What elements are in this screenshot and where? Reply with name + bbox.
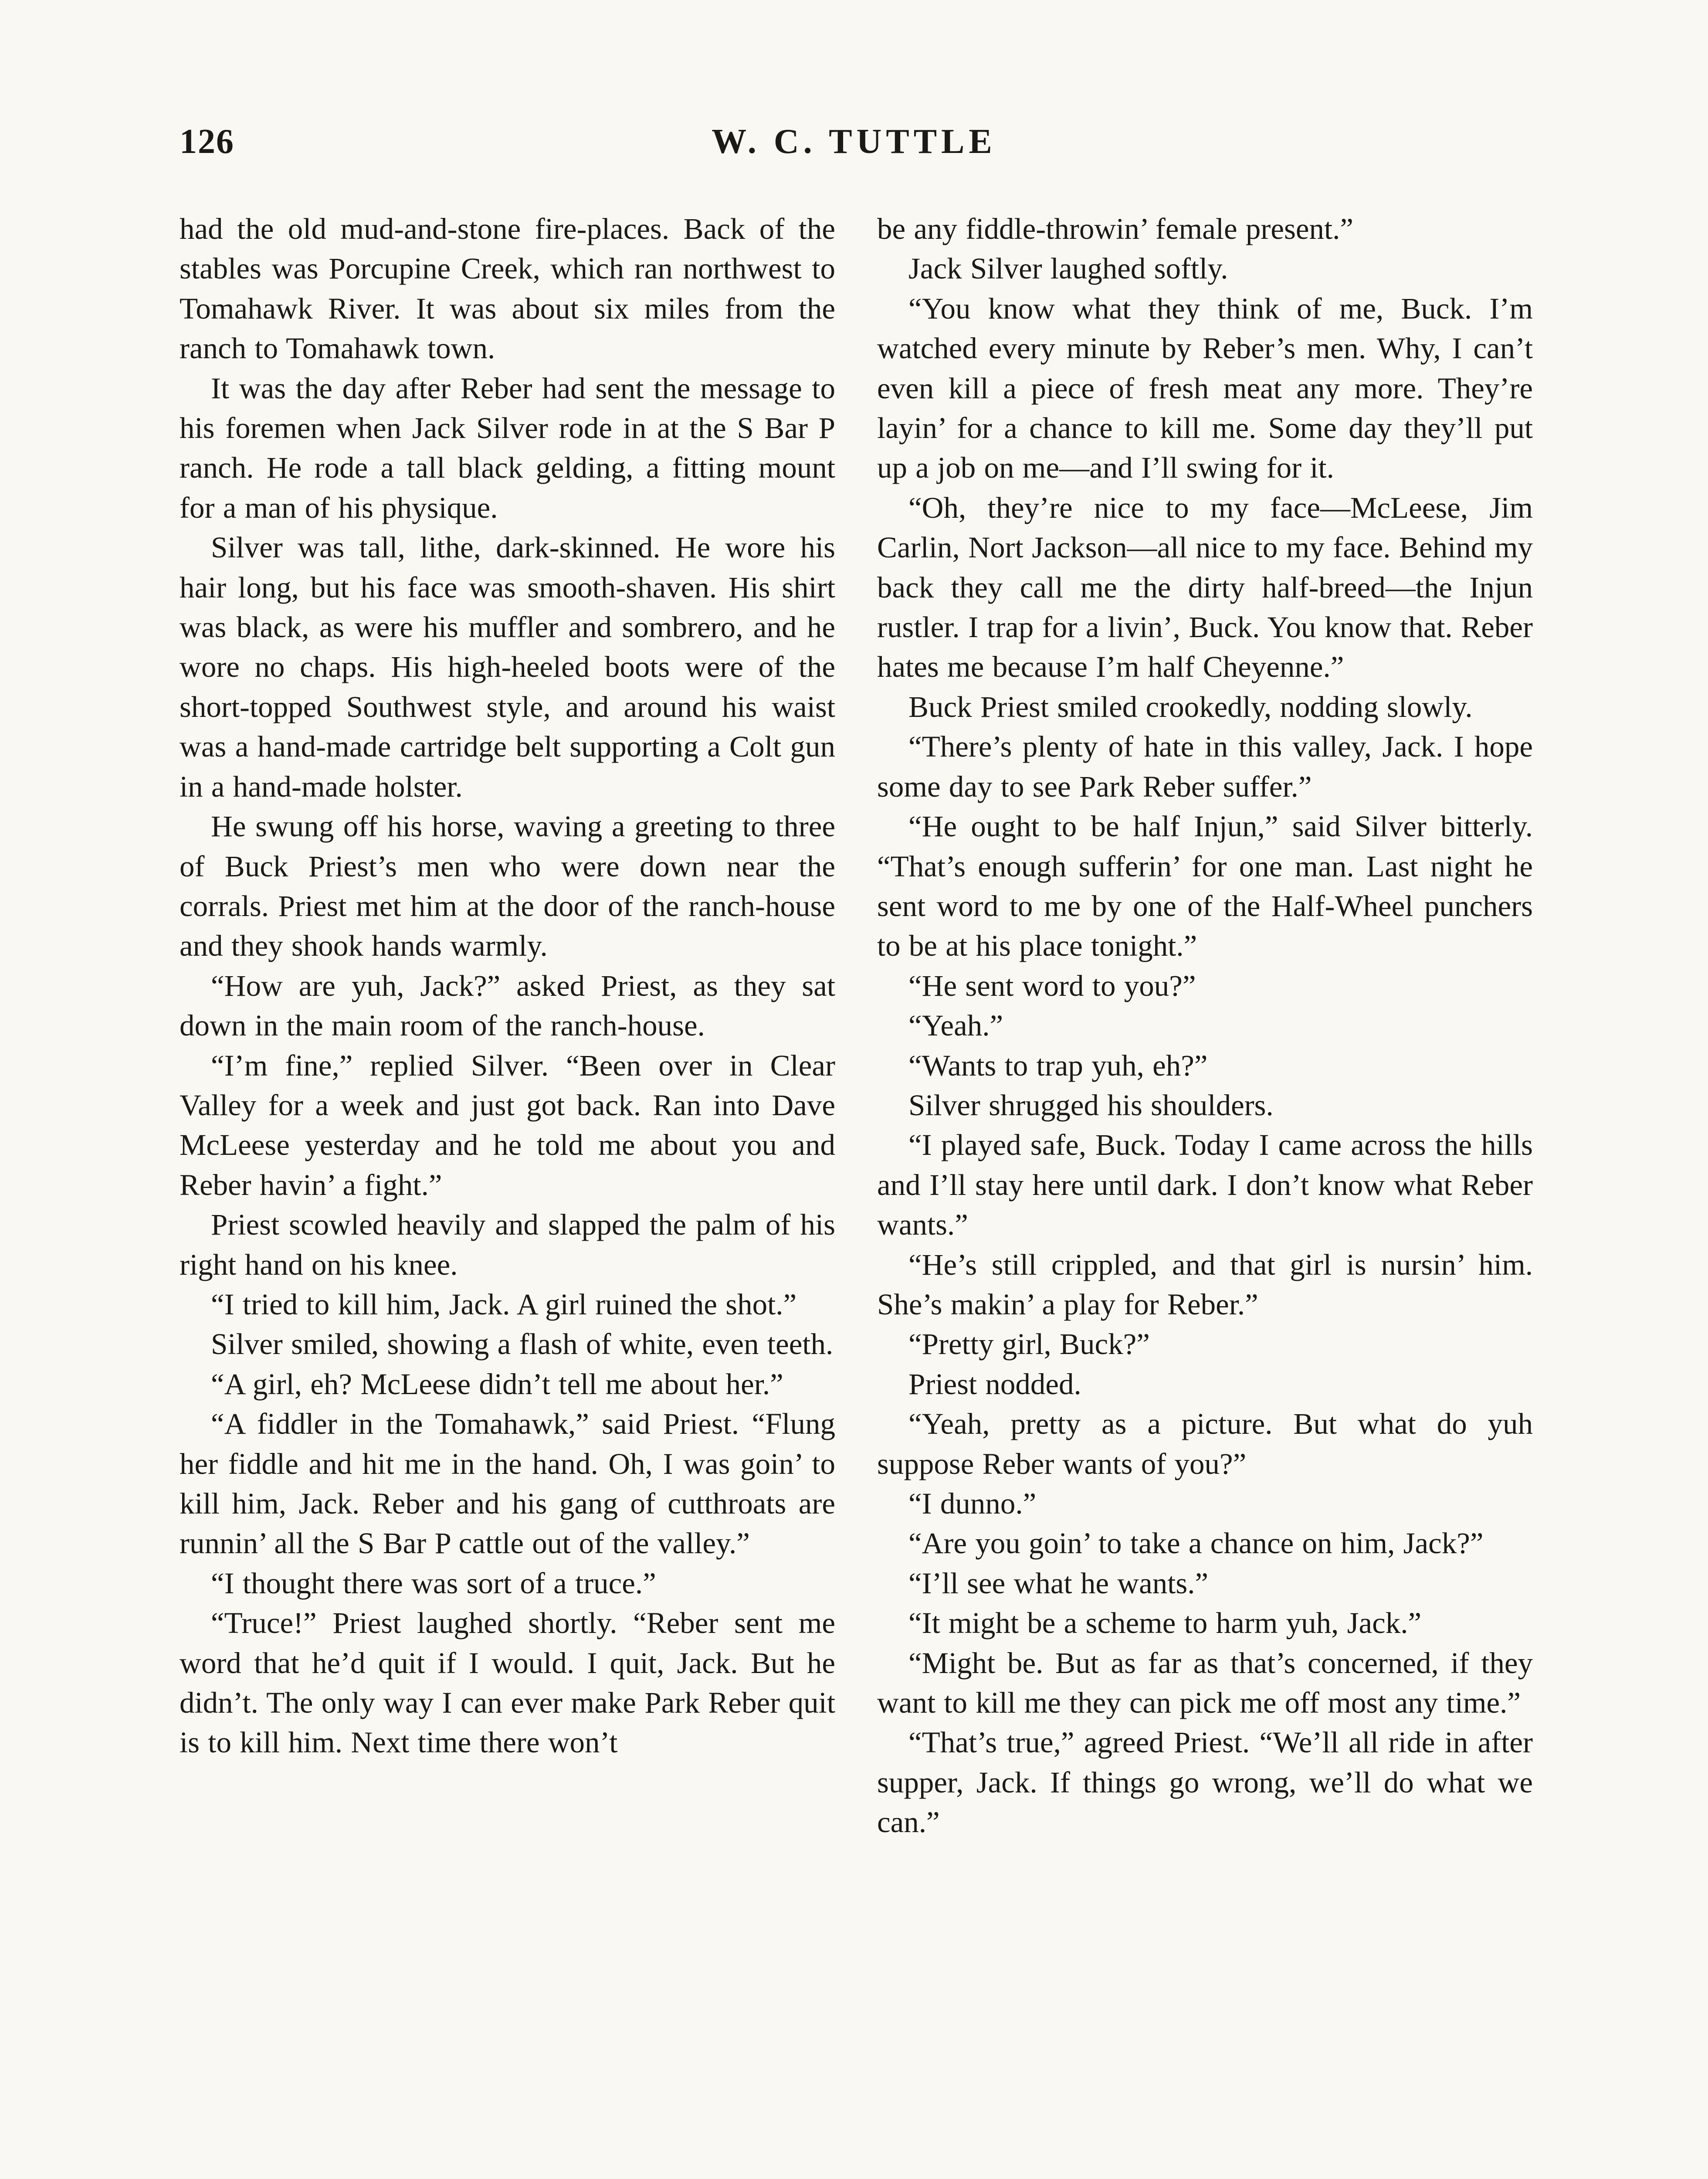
- paragraph: Buck Priest smiled crookedly, nodding slowly.: [908, 690, 1473, 723]
- paragraph: Silver smiled, showing a flash of white, even teeth.: [211, 1327, 834, 1361]
- paragraph: “I’ll see what he wants.”: [908, 1566, 1209, 1600]
- paragraph: “Oh, they’re nice to my face—McLeese, Jim Carlin, Nort Jackson—all nice to my face. Behind my back they call me the dirty half-breed—the Injun rustler. I trap for a livin’, Buck. You know that. Reber hates me because I’m half Cheyenne.”: [877, 491, 1533, 684]
- paragraph: “I played safe, Buck. Today I came across the hills and I’ll stay here until dark. I don’t know what Reber wants.”: [877, 1128, 1533, 1242]
- paragraph: “That’s true,” agreed Priest. “We’ll all ride in after supper, Jack. If things go wrong, we’ll do what we can.”: [877, 1726, 1533, 1839]
- paragraph: “How are yuh, Jack?” asked Priest, as they sat down in the main room of the ranch-house.: [180, 969, 835, 1042]
- paragraph: He swung off his horse, waving a greeting to three of Buck Priest’s men who were down near the corrals. Priest met him at the door of the ranch-house and they shook hands warmly.: [180, 810, 835, 963]
- paragraph: Silver was tall, lithe, dark-skinned. He wore his hair long, but his face was smooth-shaven. His shirt was black, as were his muffler and sombrero, and he wore no chaps. His high-heeled boots were of the short-topped Southwest style, and around his waist was a hand-made cartridge belt supporting a Colt gun in a hand-made holster.: [180, 531, 835, 803]
- paragraph: “Truce!” Priest laughed shortly. “Reber sent me word that he’d quit if I would. I quit, Jack. But he didn’t. The only way I can ever make Park Reber quit is to kill him. Next time there won’t: [180, 1606, 835, 1759]
- paragraph: “Wants to trap yuh, eh?”: [908, 1049, 1208, 1082]
- paragraph: “You know what they think of me, Buck. I’m watched every minute by Reber’s men. Why, I can’t even kill a piece of fresh meat any more. They’re layin’ for a chance to kill me. Some day they’ll put up a job on me—and I’ll swing for it.: [877, 292, 1533, 485]
- paragraph: “He ought to be half Injun,” said Silver bitterly. “That’s enough sufferin’ for one man. Last night he sent word to me by one of the Half-Wheel punchers to be at his place tonight.”: [877, 810, 1533, 963]
- page-number: 126: [180, 122, 234, 161]
- paragraph: “I thought there was sort of a truce.”: [211, 1566, 656, 1600]
- paragraph: had the old mud-and-stone fire-places. Back of the stables was Porcupine Creek, which ran northwest to Tomahawk River. It was about six miles from the ranch to Tomahawk town.: [180, 212, 835, 365]
- running-head-author: W. C. TUTTLE: [712, 122, 996, 161]
- right-text-column: [877, 209, 1533, 1843]
- paragraph: “Might be. But as far as that’s concerned, if they want to kill me they can pick me off most any time.”: [877, 1646, 1533, 1720]
- paragraph: “I dunno.”: [908, 1487, 1037, 1520]
- left-text-column: [180, 209, 835, 1763]
- paragraph: It was the day after Reber had sent the message to his foremen when Jack Silver rode in at the S Bar P ranch. He rode a tall black gelding, a fitting mount for a man of his physique.: [180, 371, 835, 524]
- paragraph: be any fiddle-throwin’ female present.”: [877, 212, 1353, 245]
- paragraph: “I’m fine,” replied Silver. “Been over in Clear Valley for a week and just got back. Ran into Dave McLeese yesterday and he told me about you and Reber havin’ a fight.”: [180, 1049, 835, 1202]
- paragraph: Jack Silver laughed softly.: [908, 252, 1228, 285]
- paragraph: “Yeah, pretty as a picture. But what do yuh suppose Reber wants of you?”: [877, 1407, 1533, 1480]
- page-header: [180, 122, 1528, 170]
- paragraph: “I tried to kill him, Jack. A girl ruined the shot.”: [211, 1287, 797, 1321]
- paragraph: “There’s plenty of hate in this valley, Jack. I hope some day to see Park Reber suffer.”: [877, 730, 1533, 803]
- paragraph: “He sent word to you?”: [908, 969, 1196, 1002]
- paragraph: Silver shrugged his shoulders.: [908, 1088, 1274, 1122]
- paragraph: Priest scowled heavily and slapped the palm of his right hand on his knee.: [180, 1208, 835, 1281]
- paragraph: Priest nodded.: [908, 1367, 1081, 1401]
- paragraph: “A fiddler in the Tomahawk,” said Priest. “Flung her fiddle and hit me in the hand. Oh, I was goin’ to kill him, Jack. Reber and his gang of cutthroats are runnin’ all the S Bar P cattle out of the valley.”: [180, 1407, 835, 1560]
- paragraph: “He’s still crippled, and that girl is nursin’ him. She’s makin’ a play for Reber.”: [877, 1248, 1533, 1321]
- paragraph: “Pretty girl, Buck?”: [908, 1327, 1150, 1361]
- paragraph: “Are you goin’ to take a chance on him, Jack?”: [908, 1527, 1484, 1560]
- paragraph: “Yeah.”: [908, 1009, 1003, 1042]
- paragraph: “A girl, eh? McLeese didn’t tell me about her.”: [211, 1367, 783, 1401]
- paragraph: “It might be a scheme to harm yuh, Jack.”: [908, 1606, 1422, 1640]
